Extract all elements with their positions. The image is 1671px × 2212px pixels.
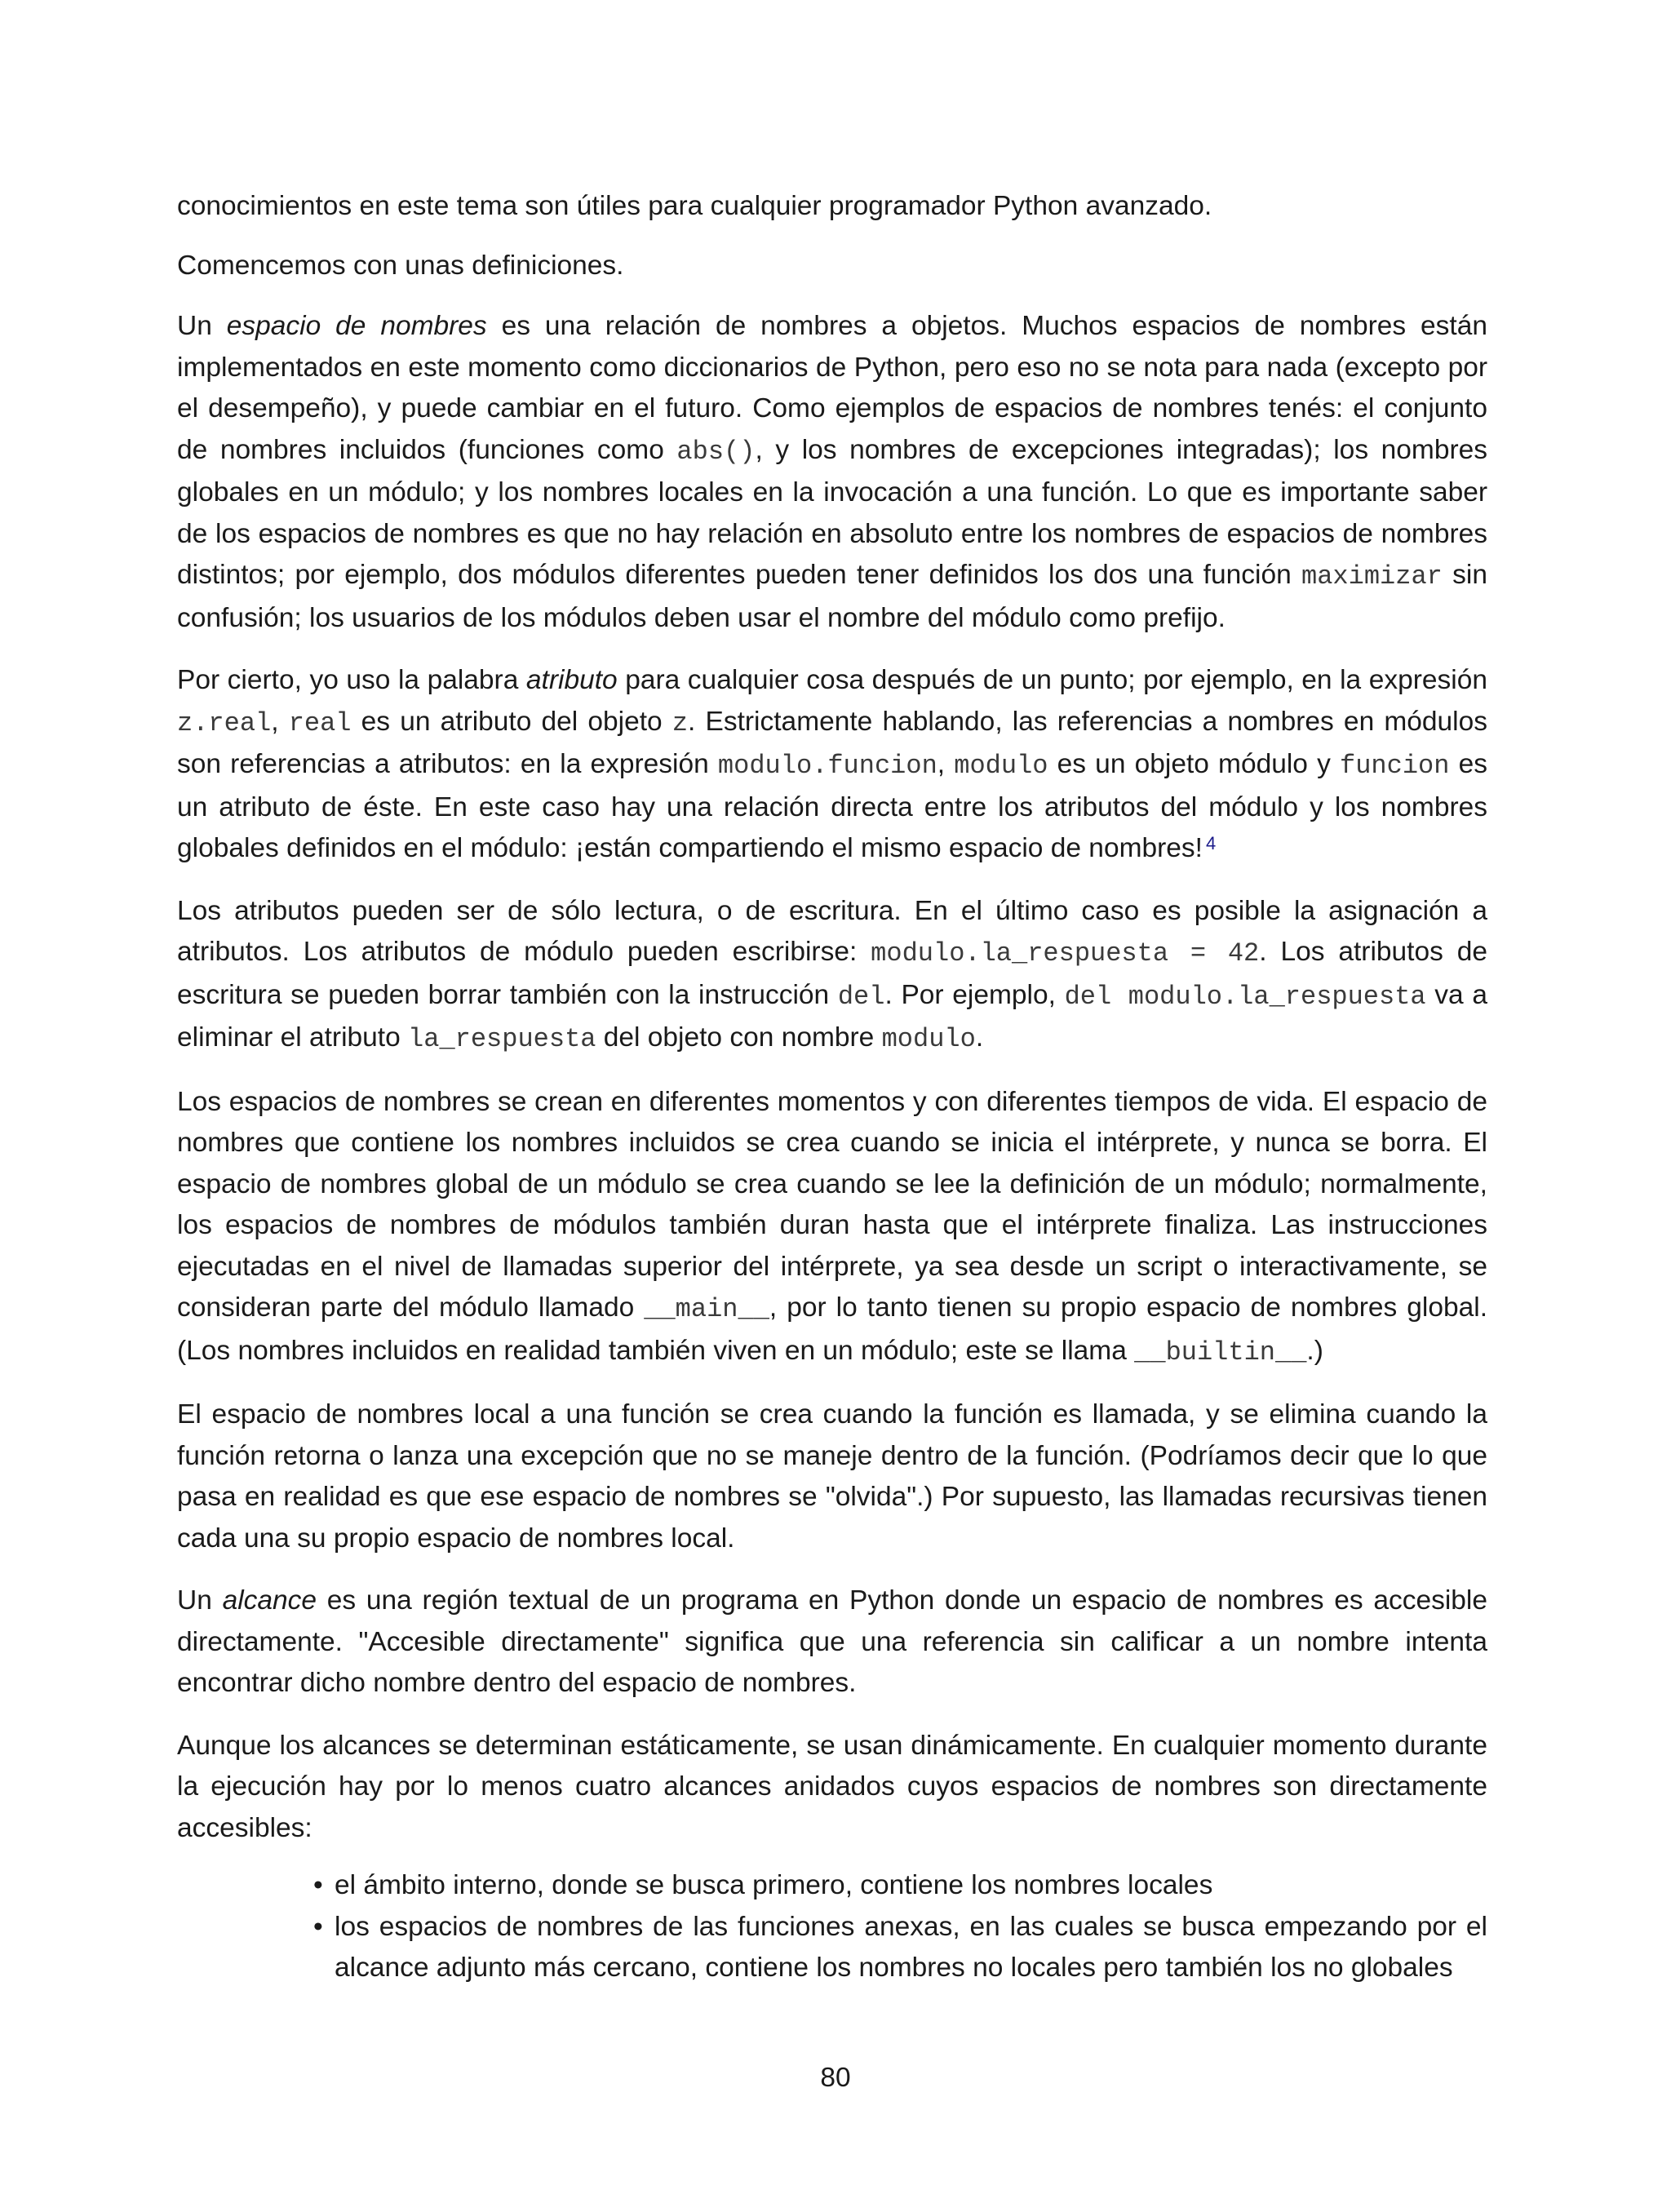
paragraph-writable-attributes xyxy=(177,891,1487,1061)
inline-code: z.real xyxy=(177,707,272,738)
inline-code: __builtin__ xyxy=(1134,1337,1307,1368)
inline-code: del modulo.la_respuesta xyxy=(1064,981,1426,1012)
text-run: es un atributo de éste. En este caso hay una relación directa entre los atributos del módulo y los nombres globales definidos en el módulo: ¡están compartiendo el mismo espacio de nombres! xyxy=(177,749,1487,863)
list-item xyxy=(177,1907,1487,1989)
inline-code: la_respuesta xyxy=(408,1024,596,1054)
text-run: sin confusión; los usuarios de los módulos deben usar el nombre del módulo como prefijo. xyxy=(177,560,1487,633)
paragraph-text: Comencemos con unas definiciones. xyxy=(177,250,624,281)
paragraph-local-namespace xyxy=(177,1394,1487,1559)
inline-code: real xyxy=(288,707,352,738)
text-run: .) xyxy=(1306,1335,1323,1366)
text-run: . Por ejemplo, xyxy=(884,979,1065,1010)
inline-code: abs() xyxy=(676,436,756,467)
text-run: Por cierto, yo uso la palabra xyxy=(177,665,526,695)
inline-code: z xyxy=(672,707,689,738)
emphasis-term: atributo xyxy=(525,665,618,695)
emphasis-term: espacio de nombres xyxy=(226,311,487,341)
text-run: Un xyxy=(177,1585,223,1616)
inline-code: modulo.la_respuesta = 42 xyxy=(871,938,1260,969)
inline-code: del xyxy=(837,981,885,1012)
bullet-icon: • xyxy=(313,1911,323,1942)
text-run: , xyxy=(937,749,955,779)
text-run: , por lo tanto tienen su propio espacio de nombres global. (Los nombres incluidos en realidad también viven en un módulo; este se llama xyxy=(177,1292,1487,1366)
text-run: es una región textual de un programa en Python donde un espacio de nombres es accesible directamente. "Accesible directamente" significa que una referencia sin calificar a un nombre intenta encontrar dicho nombre dentro del espacio de nombres. xyxy=(177,1585,1487,1698)
paragraph-attribute-definition xyxy=(177,660,1487,870)
paragraph-namespace-lifetimes xyxy=(177,1082,1487,1374)
paragraph-namespace-definition xyxy=(177,306,1487,639)
paragraph-nested-scopes xyxy=(177,1726,1487,1850)
inline-code: funcion xyxy=(1340,751,1450,781)
text-run: es un atributo del objeto xyxy=(351,706,672,737)
paragraph-text: conocimientos en este tema son útiles para cualquier programador Python avanzado. xyxy=(177,191,1212,221)
inline-code: maximizar xyxy=(1301,561,1443,592)
page-content xyxy=(177,186,1487,1989)
footnote-reference-link[interactable]: 4 xyxy=(1205,833,1217,853)
text-run: Los atributos pueden ser de sólo lectura, o de escritura. En el último caso es posible la asignación a atributos. Los atributos de módulo pueden escribirse: xyxy=(177,895,1487,967)
text-run: , y los nombres de excepciones integradas); los nombres globales en un módulo; y los nombres locales en la invocación a una función. Lo que es importante saber de los espacios de nombres es que no hay relación en absoluto entre los nombres de espacios de nombres distintos; por ejemplo, dos módulos diferentes pueden tener definidos los dos una función xyxy=(177,434,1487,590)
inline-code: modulo xyxy=(954,751,1048,781)
paragraph-definitions-intro xyxy=(177,246,1487,287)
text-run: del objeto con nombre xyxy=(596,1022,882,1053)
list-item-text: el ámbito interno, donde se busca primero, contiene los nombres locales xyxy=(335,1870,1213,1900)
inline-code: __main__ xyxy=(644,1294,769,1324)
text-run: . xyxy=(975,1022,984,1053)
inline-code: modulo.funcion xyxy=(717,751,937,781)
text-run: es una relación de nombres a objetos. Muchos espacios de nombres están implementados en este momento como diccionarios de Python, pero eso no se nota para nada (excepto por el desempeño), y puede cambiar en el futuro. Como ejemplos de espacios de nombres tenés: el conjunto de nombres incluidos (funciones como xyxy=(177,311,1487,465)
list-item-text: los espacios de nombres de las funciones anexas, en las cuales se busca empezando por el alcance adjunto más cercano, contiene los nombres no locales pero también los no globales xyxy=(335,1911,1487,1983)
emphasis-term: alcance xyxy=(222,1585,317,1616)
text-run: va a eliminar el atributo xyxy=(177,979,1487,1053)
text-run: es un objeto módulo y xyxy=(1048,749,1341,779)
inline-code: modulo xyxy=(881,1024,976,1054)
bullet-icon: • xyxy=(313,1870,323,1900)
paragraph-continuation xyxy=(177,186,1487,228)
text-run: . Estrictamente hablando, las referencias a nombres en módulos son referencias a atributos: en la expresión xyxy=(177,706,1487,779)
scopes-bullet-list xyxy=(177,1865,1487,1989)
text-run: Los espacios de nombres se crean en diferentes momentos y con diferentes tiempos de vida. El espacio de nombres que contiene los nombres incluidos se crea cuando se inicia el intérprete, y nunca se borra. El espacio de nombres global de un módulo se crea cuando se lee la definición de un módulo; normalmente, los espacios de nombres de módulos también duran hasta que el intérprete finaliza. Las instrucciones ejecutadas en el nivel de llamadas superior del intérprete, ya sea desde un script o interactivamente, se consideran parte del módulo llamado xyxy=(177,1086,1487,1323)
text-run: para cualquier cosa después de un punto; por ejemplo, en la expresión xyxy=(617,665,1488,695)
text-run: , xyxy=(271,706,289,737)
list-item xyxy=(177,1865,1487,1907)
paragraph-text: Aunque los alcances se determinan estáticamente, se usan dinámicamente. En cualquier momento durante la ejecución hay por lo menos cuatro alcances anidados cuyos espacios de nombres son directamente accesibles: xyxy=(177,1730,1487,1843)
page-number: 80 xyxy=(820,2063,851,2093)
text-run: . Los atributos de escritura se pueden borrar también con la instrucción xyxy=(177,937,1488,1010)
paragraph-text: El espacio de nombres local a una función se crea cuando la función es llamada, y se elimina cuando la función retorna o lanza una excepción que no se maneje dentro de la función. (Podríamos decir que lo que pasa en realidad es que ese espacio de nombres se "olvida".) Por supuesto, las llamadas recursivas tienen cada una su propio espacio de nombres local. xyxy=(177,1399,1487,1554)
text-run: Un xyxy=(177,311,227,341)
paragraph-scope-definition xyxy=(177,1580,1487,1704)
